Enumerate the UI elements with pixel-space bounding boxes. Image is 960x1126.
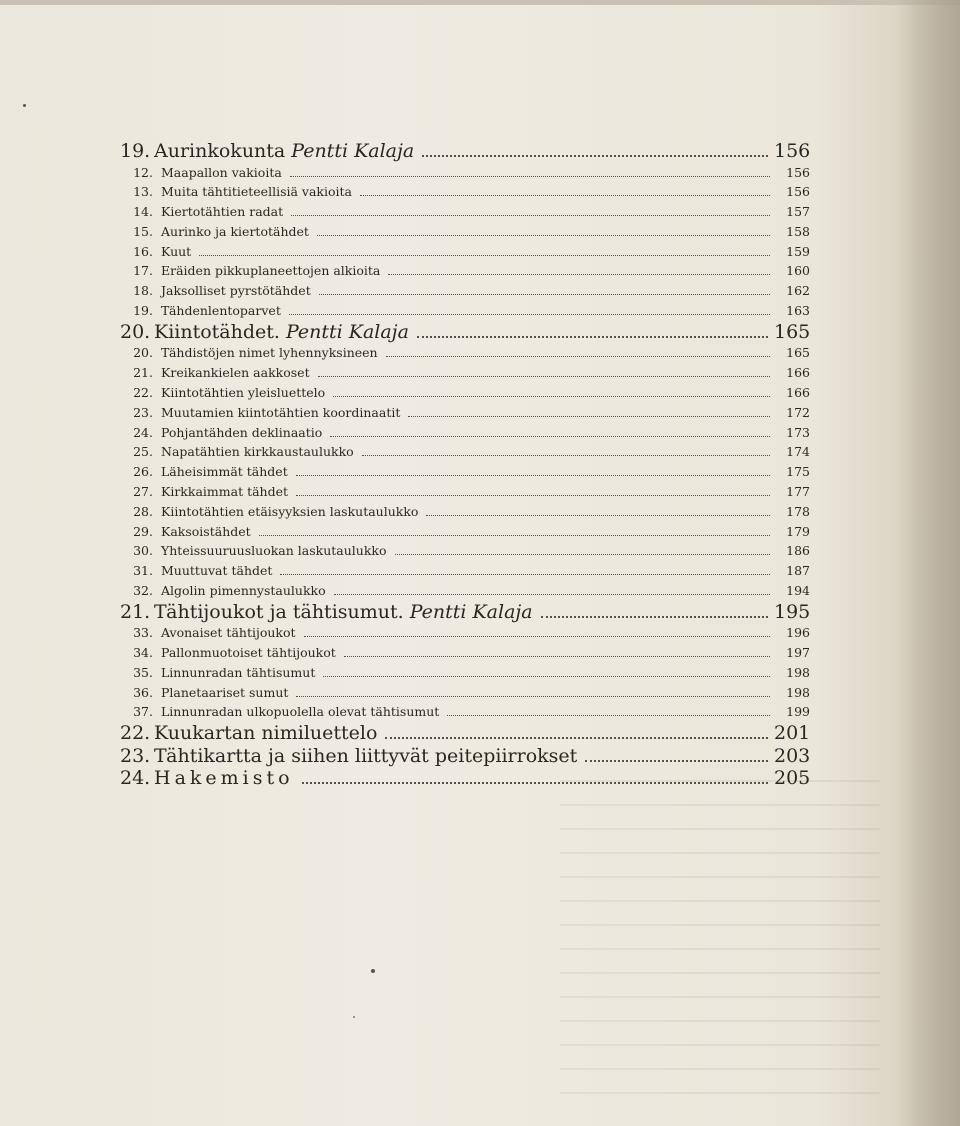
entry-title: Eräiden pikkuplaneettojen alkioita <box>161 263 381 279</box>
page-fold-shadow <box>896 0 960 1126</box>
dot-leader <box>296 495 770 496</box>
dot-leader <box>422 155 768 157</box>
entry-page-number: 165 <box>774 320 811 343</box>
entry-page-number: 178 <box>786 503 810 519</box>
toc-section-entry <box>120 261 810 281</box>
entry-number: 20. <box>120 320 151 343</box>
toc-section-entry <box>120 643 810 663</box>
entry-number: 36. <box>133 684 153 700</box>
entry-title: Napatähtien kirkkaustaulukko <box>161 444 354 460</box>
entry-page-number: 166 <box>786 365 810 381</box>
entry-title: Kreikankielen aakkoset <box>161 365 310 381</box>
entry-title: Muutamien kiintotähtien koordinaatit <box>161 404 401 420</box>
dot-leader <box>317 235 770 236</box>
paper-speck <box>23 104 26 107</box>
entry-page-number: 163 <box>786 303 810 319</box>
entry-title: Kiintotähtien etäisyyksien laskutaulukko <box>161 503 419 519</box>
entry-page-number: 198 <box>786 684 810 700</box>
toc-section-entry <box>120 222 810 242</box>
entry-number: 29. <box>133 523 153 539</box>
entry-page-number: 175 <box>786 464 810 480</box>
entry-title: Muita tähtitieteellisiä vakioita <box>161 184 352 200</box>
dot-leader <box>388 274 770 275</box>
entry-title: Jaksolliset pyrstötähdet <box>161 283 311 299</box>
dot-leader <box>360 195 770 196</box>
entry-page-number: 198 <box>786 664 810 680</box>
toc-section-entry <box>120 683 810 703</box>
entry-page-number: 196 <box>786 625 810 641</box>
toc-chapter-entry <box>120 321 810 344</box>
entry-number: 20. <box>133 345 153 361</box>
entry-page-number: 166 <box>786 384 810 400</box>
entry-number: 31. <box>133 563 153 579</box>
entry-page-number: 174 <box>786 444 810 460</box>
entry-page-number: 195 <box>774 600 811 623</box>
dot-leader <box>323 676 770 677</box>
toc-section-entry <box>120 462 810 482</box>
toc-section-entry <box>120 343 810 363</box>
entry-title: Kiertotähtien radat <box>161 204 284 220</box>
dot-leader <box>289 314 770 315</box>
entry-title: Tähdistöjen nimet lyhennyksineen <box>161 345 378 361</box>
toc-section-entry <box>120 281 810 301</box>
toc-section-entry <box>120 202 810 222</box>
toc-section-entry <box>120 403 810 423</box>
dot-leader <box>362 455 770 456</box>
dot-leader <box>302 782 768 784</box>
entry-number: 26. <box>133 464 153 480</box>
dot-leader <box>386 356 770 357</box>
toc-section-entry <box>120 383 810 403</box>
entry-title: Kaksoistähdet <box>161 523 251 539</box>
entry-number: 21. <box>120 600 151 623</box>
toc-section-entry <box>120 502 810 522</box>
entry-number: 33. <box>133 625 153 641</box>
entry-page-number: 172 <box>786 404 810 420</box>
dot-leader <box>330 436 770 437</box>
entry-author: Pentti Kalaja <box>291 140 415 162</box>
entry-title: Kiintotähdet. <box>154 320 280 343</box>
entry-page-number: 199 <box>786 704 810 720</box>
paper-speck <box>353 1016 355 1018</box>
entry-page-number: 203 <box>774 744 811 767</box>
entry-number: 21. <box>133 365 153 381</box>
toc-section-entry <box>120 182 810 202</box>
entry-author: Pentti Kalaja <box>285 320 409 343</box>
toc-section-entry <box>120 541 810 561</box>
dot-leader <box>447 715 770 716</box>
entry-number: 23. <box>120 744 151 767</box>
entry-page-number: 177 <box>786 483 810 499</box>
entry-number: 22. <box>120 722 151 745</box>
entry-number: 16. <box>133 243 153 259</box>
toc-chapter-entry <box>120 767 810 790</box>
entry-page-number: 201 <box>774 722 811 745</box>
entry-page-number: 156 <box>774 140 811 162</box>
entry-number: 24. <box>133 424 153 440</box>
entry-title: Planetaariset sumut <box>161 684 289 700</box>
entry-number: 12. <box>133 164 153 180</box>
entry-page-number: 158 <box>786 223 810 239</box>
toc-section-entry <box>120 163 810 183</box>
dot-leader <box>385 737 768 739</box>
entry-number: 19. <box>120 140 151 162</box>
page-top-edge <box>0 0 960 5</box>
toc-section-entry <box>120 242 810 262</box>
entry-page-number: 205 <box>774 767 811 790</box>
dot-leader <box>333 396 770 397</box>
entry-title: Tähtijoukot ja tähtisumut. <box>154 600 404 623</box>
entry-number: 25. <box>133 444 153 460</box>
entry-number: 15. <box>133 223 153 239</box>
entry-page-number: 186 <box>786 543 810 559</box>
toc-chapter-entry <box>120 722 810 745</box>
entry-page-number: 162 <box>786 283 810 299</box>
toc-section-entry <box>120 623 810 643</box>
toc-chapter-entry <box>120 745 810 768</box>
dot-leader <box>259 535 770 536</box>
toc-chapter-entry <box>120 140 810 163</box>
toc-section-entry <box>120 561 810 581</box>
entry-title: Kirkkaimmat tähdet <box>161 483 289 499</box>
entry-page-number: 179 <box>786 523 810 539</box>
entry-number: 27. <box>133 483 153 499</box>
toc-section-entry <box>120 663 810 683</box>
entry-title: Pohjantähden deklinaatio <box>161 424 323 440</box>
entry-title: Linnunradan tähtisumut <box>161 664 316 680</box>
entry-number: 32. <box>133 582 153 598</box>
entry-title: Aurinkokunta <box>154 140 286 162</box>
entry-page-number: 157 <box>786 204 810 220</box>
entry-number: 30. <box>133 543 153 559</box>
dot-leader <box>199 255 770 256</box>
toc-section-entry <box>120 522 810 542</box>
entry-page-number: 156 <box>786 164 810 180</box>
dot-leader <box>344 656 770 657</box>
dot-leader <box>318 376 770 377</box>
entry-title: Maapallon vakioita <box>161 164 282 180</box>
dot-leader <box>395 554 770 555</box>
dot-leader <box>296 475 770 476</box>
entry-number: 24. <box>120 767 151 790</box>
entry-number: 13. <box>133 184 153 200</box>
entry-title: Pallonmuotoiset tähtijoukot <box>161 645 336 661</box>
entry-number: 19. <box>133 303 153 319</box>
dot-leader <box>426 515 770 516</box>
entry-title: Tähtikartta ja siihen liittyvät peitepiirrokset <box>154 744 578 767</box>
entry-number: 17. <box>133 263 153 279</box>
entry-title: Avonaiset tähtijoukot <box>161 625 296 641</box>
entry-page-number: 156 <box>786 184 810 200</box>
dot-leader <box>585 760 768 762</box>
entry-author: Pentti Kalaja <box>409 600 533 623</box>
toc-section-entry <box>120 301 810 321</box>
entry-number: 28. <box>133 503 153 519</box>
dot-leader <box>291 215 770 216</box>
toc-section-entry <box>120 423 810 443</box>
entry-page-number: 160 <box>786 263 810 279</box>
entry-title: Yhteissuuruusluokan laskutaulukko <box>161 543 387 559</box>
dot-leader <box>417 336 768 338</box>
entry-title: Muuttuvat tähdet <box>161 563 273 579</box>
dot-leader <box>541 616 768 618</box>
entry-number: 34. <box>133 645 153 661</box>
toc-section-entry <box>120 363 810 383</box>
entry-number: 35. <box>133 664 153 680</box>
table-of-contents <box>120 140 810 790</box>
entry-title: Aurinko ja kiertotähdet <box>161 223 309 239</box>
dot-leader <box>296 696 770 697</box>
dot-leader <box>334 594 770 595</box>
entry-number: 22. <box>133 384 153 400</box>
toc-section-entry <box>120 442 810 462</box>
entry-title: Algolin pimennystaulukko <box>161 582 326 598</box>
entry-title: Kiintotähtien yleisluettelo <box>161 384 326 400</box>
entry-number: 37. <box>133 704 153 720</box>
toc-section-entry <box>120 702 810 722</box>
entry-number: 14. <box>133 204 153 220</box>
entry-title: Kuukartan nimiluettelo <box>154 722 378 745</box>
dot-leader <box>408 416 770 417</box>
entry-page-number: 165 <box>786 345 810 361</box>
entry-page-number: 159 <box>786 243 810 259</box>
entry-page-number: 194 <box>786 582 810 598</box>
entry-title: Hakemisto <box>154 767 294 790</box>
entry-page-number: 173 <box>786 424 810 440</box>
entry-number: 18. <box>133 283 153 299</box>
dot-leader <box>319 294 770 295</box>
toc-section-entry <box>120 482 810 502</box>
dot-leader <box>280 574 770 575</box>
toc-chapter-entry <box>120 601 810 624</box>
entry-page-number: 187 <box>786 563 810 579</box>
toc-section-entry <box>120 581 810 601</box>
dot-leader <box>304 636 770 637</box>
entry-title: Kuut <box>161 243 192 259</box>
dot-leader <box>290 176 770 177</box>
paper-speck <box>371 969 375 973</box>
entry-number: 23. <box>133 404 153 420</box>
entry-title: Tähdenlentoparvet <box>161 303 281 319</box>
entry-title: Läheisimmät tähdet <box>161 464 288 480</box>
entry-title: Linnunradan ulkopuolella olevat tähtisumut <box>161 704 440 720</box>
reverse-side-bleed <box>560 780 880 1100</box>
entry-page-number: 197 <box>786 645 810 661</box>
